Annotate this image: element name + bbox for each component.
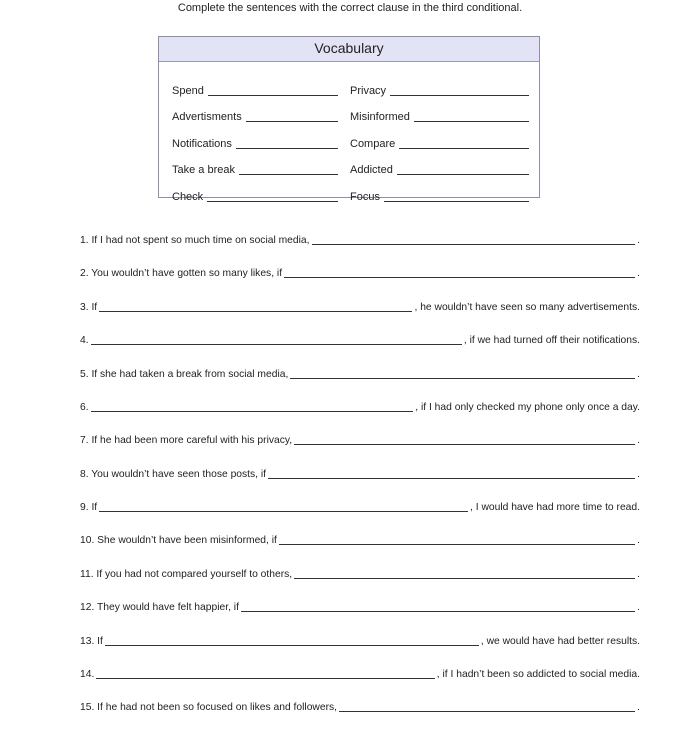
exercise-4 xyxy=(80,333,640,347)
exercise-text-after: , if I hadn’t been so addicted to social media. xyxy=(436,669,640,680)
exercise-text-before: 1. If I had not spent so much time on social media, xyxy=(80,235,310,246)
exercise-text-before: 8. You wouldn’t have seen those posts, if xyxy=(80,469,267,480)
exercise-text-after: , he wouldn’t have seen so many advertisements. xyxy=(414,302,640,313)
exercise-9 xyxy=(80,500,640,514)
exercise-text-after: , we would have had better results. xyxy=(480,636,640,647)
exercise-8 xyxy=(80,467,640,481)
vocab-word: Misinformed xyxy=(350,111,410,123)
exercise-13 xyxy=(80,634,640,648)
vocab-item xyxy=(172,177,338,204)
exercise-text-after: . xyxy=(637,569,640,580)
exercise-text-after: , I would have had more time to read. xyxy=(470,502,640,513)
exercise-text-before: 14. xyxy=(80,669,95,680)
vocab-word: Spend xyxy=(172,84,204,97)
vocab-word: Take a break xyxy=(172,164,235,176)
exercise-text-before: 7. If he had been more careful with his privacy, xyxy=(80,435,293,446)
instructions: Complete the sentences with the correct clause in the third conditional. xyxy=(177,2,523,14)
exercise-text-before: 2. You wouldn’t have gotten so many likes, if xyxy=(80,268,283,279)
exercise-5 xyxy=(80,367,640,381)
exercise-15 xyxy=(80,700,640,714)
vocab-answer-line[interactable] xyxy=(239,163,338,175)
exercise-text-after: . xyxy=(637,535,640,546)
exercise-text-after: . xyxy=(637,602,640,613)
answer-line[interactable] xyxy=(294,434,635,445)
exercise-text-after: , if we had turned off their notifications. xyxy=(463,335,640,346)
vocab-item xyxy=(350,177,529,204)
vocab-answer-line[interactable] xyxy=(384,190,529,202)
vocab-item xyxy=(172,151,338,178)
exercise-text-before: 3. If xyxy=(80,302,98,313)
vocab-word: Advertisments xyxy=(172,111,242,123)
exercise-text-before: 5. If she had taken a break from social media, xyxy=(80,369,289,380)
vocab-item xyxy=(350,71,529,98)
vocab-word: Compare xyxy=(350,137,396,150)
answer-line[interactable] xyxy=(312,234,636,245)
exercise-11 xyxy=(80,567,640,581)
answer-line[interactable] xyxy=(91,334,462,345)
vocabulary-right-column xyxy=(350,71,529,204)
exercise-text-before: 10. She wouldn’t have been misinformed, if xyxy=(80,535,277,546)
vocab-item xyxy=(172,98,338,125)
exercise-text-after: . xyxy=(637,268,640,279)
vocab-item xyxy=(350,151,529,178)
answer-line[interactable] xyxy=(268,468,635,479)
exercise-text-after: . xyxy=(637,235,640,246)
exercise-text-before: 15. If he had not been so focused on likes and followers, xyxy=(80,702,338,713)
vocab-item xyxy=(172,71,338,98)
vocabulary-box xyxy=(158,36,540,203)
exercise-text-after: . xyxy=(637,435,640,446)
answer-line[interactable] xyxy=(96,668,434,679)
answer-line[interactable] xyxy=(99,301,412,312)
vocab-word: Addicted xyxy=(350,164,393,176)
vocab-word: Check xyxy=(172,190,204,203)
vocab-item xyxy=(350,124,529,151)
answer-line[interactable] xyxy=(339,701,635,712)
answer-line[interactable] xyxy=(294,568,635,579)
exercise-14 xyxy=(80,667,640,681)
exercise-text-after: . xyxy=(637,702,640,713)
vocabulary-left-column xyxy=(172,71,338,204)
answer-line[interactable] xyxy=(105,635,479,646)
exercise-3 xyxy=(80,300,640,314)
exercise-text-before: 4. xyxy=(80,335,89,346)
exercise-7 xyxy=(80,433,640,447)
exercise-text-after: . xyxy=(637,369,640,380)
answer-line[interactable] xyxy=(290,368,635,379)
exercise-6 xyxy=(80,400,640,414)
vocabulary-title: Vocabulary xyxy=(159,37,539,62)
vocab-answer-line[interactable] xyxy=(246,110,338,122)
exercise-text-before: 12. They would have felt happier, if xyxy=(80,602,239,613)
vocab-answer-line[interactable] xyxy=(399,137,529,149)
exercise-text-before: 6. xyxy=(80,402,89,413)
exercise-text-before: 11. If you had not compared yourself to others, xyxy=(80,569,293,580)
vocab-word: Notifications xyxy=(172,137,232,150)
answer-line[interactable] xyxy=(284,267,635,278)
vocab-answer-line[interactable] xyxy=(236,137,338,149)
vocab-answer-line[interactable] xyxy=(208,84,338,96)
vocab-item xyxy=(350,98,529,125)
vocab-word: Privacy xyxy=(350,84,387,97)
exercise-2 xyxy=(80,266,640,280)
answer-line[interactable] xyxy=(279,534,635,545)
vocab-answer-line[interactable] xyxy=(414,110,529,122)
exercise-1 xyxy=(80,233,640,247)
exercise-text-after: , if I had only checked my phone only once a day. xyxy=(415,402,640,413)
answer-line[interactable] xyxy=(99,501,468,512)
exercise-10 xyxy=(80,533,640,547)
exercise-12 xyxy=(80,600,640,614)
vocab-word: Focus xyxy=(350,190,380,203)
exercise-text-before: 9. If xyxy=(80,502,98,513)
vocab-answer-line[interactable] xyxy=(390,84,529,96)
answer-line[interactable] xyxy=(241,601,635,612)
vocab-answer-line[interactable] xyxy=(397,163,529,175)
vocab-answer-line[interactable] xyxy=(207,190,338,202)
vocab-item xyxy=(172,124,338,151)
exercise-text-after: . xyxy=(637,469,640,480)
answer-line[interactable] xyxy=(91,401,414,412)
exercise-text-before: 13. If xyxy=(80,636,103,647)
